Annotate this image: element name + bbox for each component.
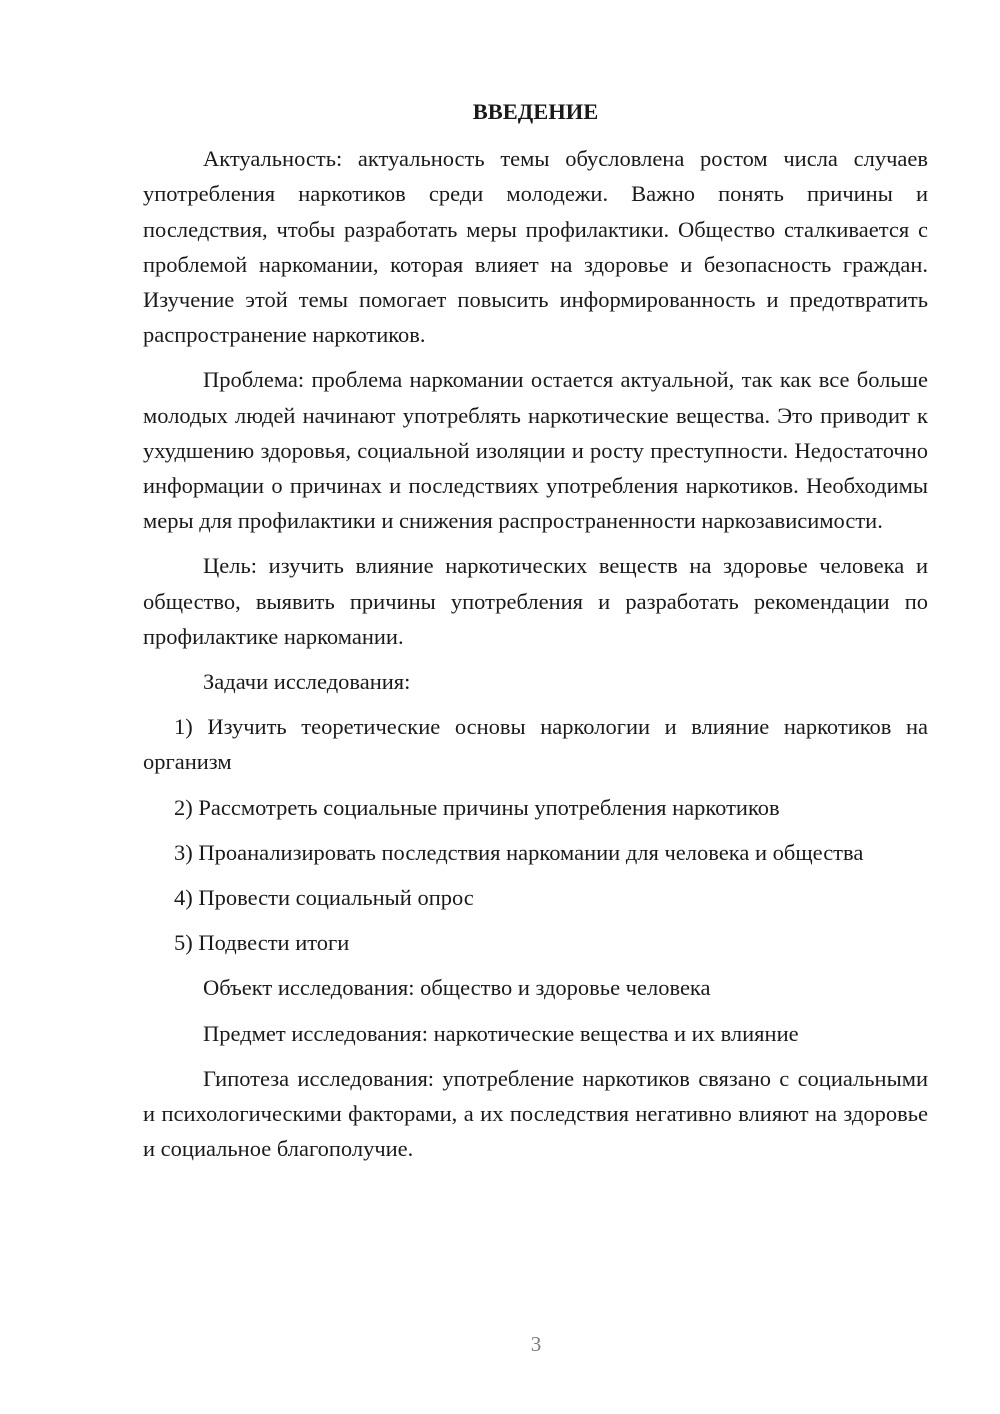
task-item: 1) Изучить теоретические основы наркологии и влияние наркотиков на организм [143, 714, 928, 775]
task-item: 4) Провести социальный опрос [174, 885, 474, 911]
task-item: 2) Рассмотреть социальные причины употребления наркотиков [174, 794, 780, 820]
relevance-paragraph: Актуальность: актуальность темы обусловлена ростом числа случаев употребления наркотиков среди молодежи. Важно понять причины и последствия, чтобы разработать меры профилактики. Общество сталкивается с проблемой наркомании, которая влияет на здоровье и безопасность граждан. Изучение этой темы помогает повысить информированность и предотвратить распространение наркотиков. [143, 146, 928, 348]
goal-paragraph: Цель: изучить влияние наркотических веществ на здоровье человека и общество, выявить причины употребления и разработать рекомендации по профилактике наркомании. [143, 553, 928, 649]
page-number: 3 [530, 1332, 542, 1356]
task-item: 5) Подвести итоги [174, 930, 350, 956]
problem-paragraph: Проблема: проблема наркомании остается актуальной, так как все больше молодых людей начинают употреблять наркотические вещества. Это приводит к ухудшению здоровья, социальной изоляции и росту преступности. Недостаточно информации о причинах и последствиях употребления наркотиков. Необходимы меры для профилактики и снижения распространенности наркозависимости. [143, 367, 928, 534]
subject-paragraph: Предмет исследования: наркотические вещества и их влияние [203, 1020, 799, 1046]
task-item: 3) Проанализировать последствия наркомании для человека и общества [174, 839, 864, 865]
page-content [143, 94, 928, 1176]
object-paragraph: Объект исследования: общество и здоровье человека [203, 975, 711, 1001]
hypothesis-paragraph: Гипотеза исследования: употребление наркотиков связано с социальными и психологическими факторами, а их последствия негативно влияют на здоровье и социальное благополучие. [143, 1065, 928, 1162]
section-title: ВВЕДЕНИЕ [472, 99, 599, 124]
tasks-heading: Задачи исследования: [203, 669, 411, 695]
